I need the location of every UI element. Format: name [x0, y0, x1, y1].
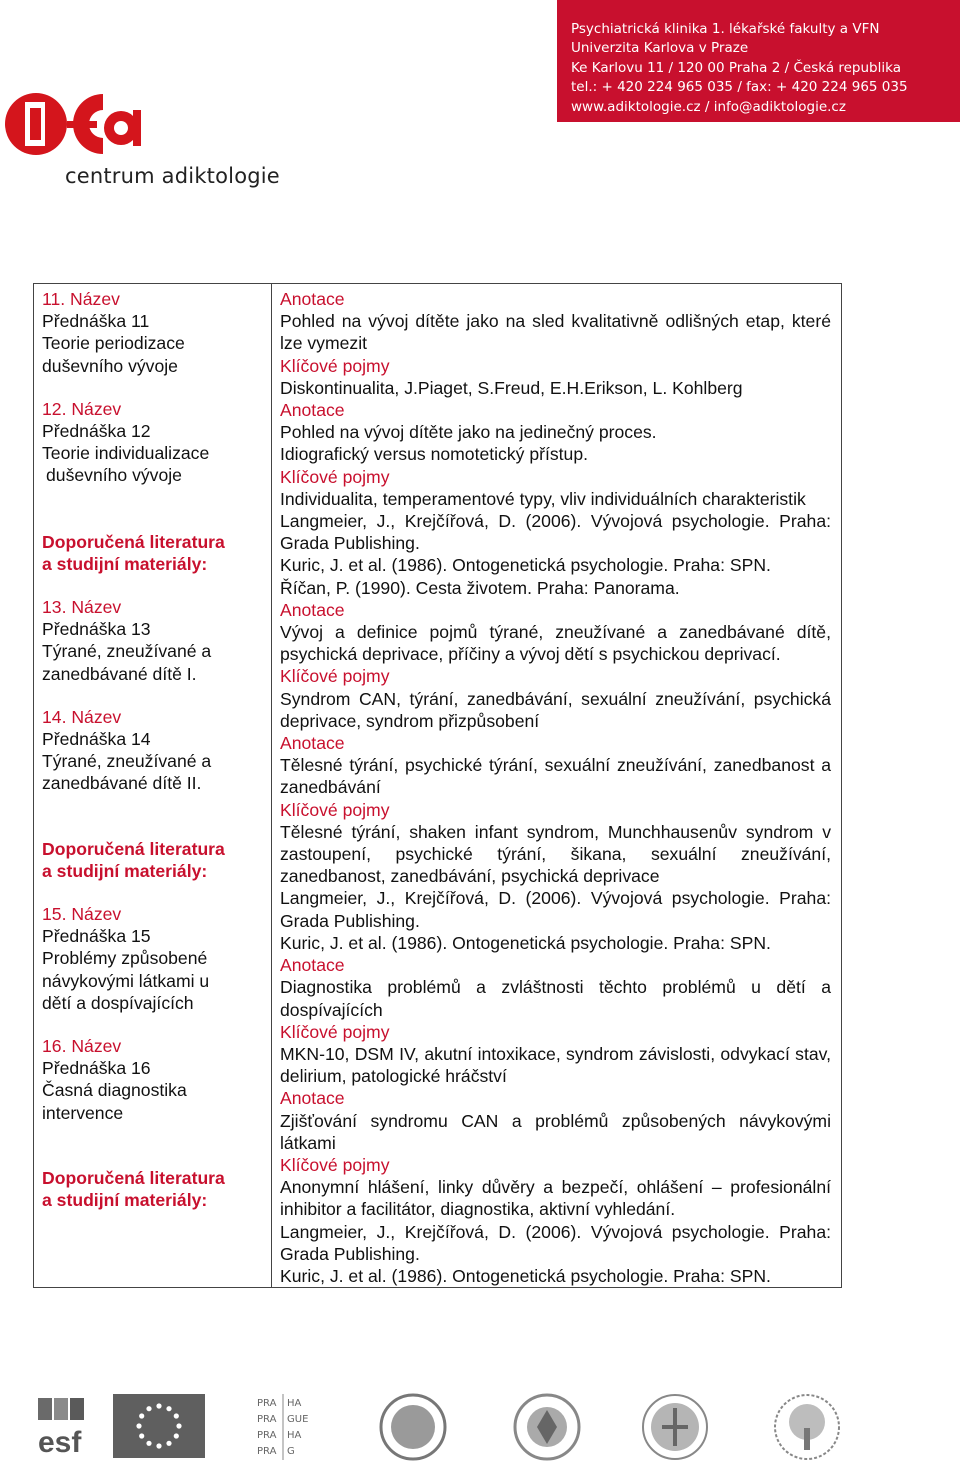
- annotation-label-16: Anotace: [280, 1088, 345, 1109]
- praha-cell-4: GUE: [287, 1414, 309, 1425]
- keywords-11: Diskontinualita, J.Piaget, S.Freud, E.H.Erikson, L. Kohlberg: [280, 377, 743, 398]
- lecture-11-title: Teorie periodizace: [42, 333, 185, 354]
- eu-star: [146, 1406, 151, 1411]
- lecture-12-title-cont: duševního vývoje: [46, 465, 182, 486]
- keywords-14: Tělesné týrání, shaken infant syndrom, Munchhausenův syndrom v zastoupení, psychické týrání, šikana, sexuální zneužívání, zanedbanost, zanedbávání, psychická deprivace: [280, 821, 831, 887]
- centrum-adiktologie-logo: [3, 88, 143, 160]
- lecture-15-title: Problémy způsobené: [42, 948, 208, 969]
- eu-star: [136, 1423, 141, 1428]
- keywords-label-13: Klíčové pojmy: [280, 666, 390, 687]
- praha-cell-8: G: [287, 1446, 295, 1457]
- keywords-12: Individualita, temperamentové typy, vliv individuálních charakteristik: [280, 488, 806, 509]
- praha-logo: [255, 1392, 315, 1462]
- eu-star: [174, 1413, 179, 1418]
- eu-flag-icon: [113, 1394, 205, 1458]
- annotation-12a: Pohled na vývoj dítěte jako na jedinečný proces.: [280, 422, 657, 443]
- esf-text: esf: [38, 1426, 82, 1458]
- annotation-12b: Idiografický versus nomotetický přístup.: [280, 444, 589, 465]
- lecture-15-number: 15. Název: [42, 904, 122, 925]
- eu-star: [176, 1423, 181, 1428]
- literature-1-item-1: Langmeier, J., Krejčířová, D. (2006). Vývojová psychologie. Praha: Grada Publishing.: [280, 511, 831, 554]
- annotation-label-13: Anotace: [280, 599, 345, 620]
- keywords-label-14: Klíčové pojmy: [280, 799, 390, 820]
- eu-star: [146, 1441, 151, 1446]
- literature-3-item-1: Langmeier, J., Krejčířová, D. (2006). Vývojová psychologie. Praha: Grada Publishing.: [280, 1221, 831, 1264]
- praha-cell-2: HA: [287, 1398, 302, 1409]
- lecture-list-column: [34, 284, 272, 1288]
- annotation-15: Diagnostika problémů a zvláštnosti těchto problémů u dětí a dospívajících: [280, 977, 831, 1020]
- logo-text: centrum adiktologie: [65, 164, 280, 188]
- lecture-11-title-cont: duševního vývoje: [42, 355, 178, 376]
- literature-2-item-2: Kuric, J. et al. (1986). Ontogenetická psychologie. Praha: SPN.: [280, 932, 771, 953]
- annotation-label-15: Anotace: [280, 955, 345, 976]
- annotation-13: Vývoj a definice pojmů týrané, zneužívané a zanedbávané dítě, psychická deprivace, příčiny a vývoj dětí s psychickou deprivací.: [280, 622, 831, 665]
- lecture-11-label: Přednáška 11: [42, 311, 150, 332]
- lecture-12-label: Přednáška 12: [42, 421, 151, 442]
- annotation-16: Zjišťování syndromu CAN a problémů způsobených návykovými látkami: [280, 1110, 831, 1153]
- literature-heading-2: Doporučená literatura: [42, 838, 225, 859]
- literature-2-item-1: Langmeier, J., Krejčířová, D. (2006). Vývojová psychologie. Praha: Grada Publishing.: [280, 888, 831, 931]
- literature-heading-1b: a studijní materiály:: [42, 553, 208, 574]
- annotation-label-12: Anotace: [280, 400, 345, 421]
- keywords-16: Anonymní hlášení, linky důvěry a bezpečí, ohlášení – profesionální inhibitor a facilitátor, diagnostika, aktivní vyhledání.: [280, 1177, 831, 1220]
- eu-star: [156, 1443, 161, 1448]
- literature-heading-3: Doporučená literatura: [42, 1167, 225, 1188]
- eu-star: [166, 1406, 171, 1411]
- annotation-11: Pohled na vývoj dítěte jako na sled kvalitativně odlišných etap, které lze vymezit: [280, 311, 831, 354]
- lecture-13-label: Přednáška 13: [42, 619, 151, 640]
- lecture-13-title-cont: zanedbávané dítě I.: [42, 663, 197, 684]
- literature-3-item-2: Kuric, J. et al. (1986). Ontogenetická psychologie. Praha: SPN.: [280, 1265, 771, 1286]
- header-line-university: Univerzita Karlova v Praze: [571, 40, 749, 57]
- annotation-label-11: Anotace: [280, 289, 345, 309]
- keywords-13: Syndrom CAN, týrání, zanedbávání, sexuální zneužívání, psychická deprivace, syndrom přizpůsobení: [280, 688, 831, 731]
- literature-1-item-3: Říčan, P. (1990). Cesta životem. Praha: Panorama.: [280, 577, 680, 598]
- lecture-15-label: Přednáška 15: [42, 926, 151, 947]
- header-line-institution: Psychiatrická klinika 1. lékařské fakulty a VFN: [571, 21, 880, 37]
- annotation-14: Tělesné týrání, psychické týrání, sexuální zneužívání, zanedbanost a zanedbávání: [280, 755, 831, 798]
- faculty-seal-icon: [512, 1392, 582, 1462]
- keywords-label-15: Klíčové pojmy: [280, 1021, 390, 1042]
- annotation-label-14: Anotace: [280, 733, 345, 754]
- hospital-seal-icon: [640, 1392, 710, 1462]
- lecture-14-title-cont: zanedbávané dítě II.: [42, 773, 202, 794]
- keywords-label-11: Klíčové pojmy: [280, 355, 390, 376]
- lecture-16-label: Přednáška 16: [42, 1058, 151, 1079]
- lecture-16-number: 16. Název: [42, 1036, 122, 1057]
- praha-cell-5: PRA: [257, 1430, 277, 1441]
- praha-cell-1: PRA: [257, 1398, 277, 1409]
- lecture-table: [33, 283, 842, 1288]
- lecture-14-title: Týrané, zneužívané a: [42, 751, 212, 772]
- lecture-16-title: Časná diagnostika: [42, 1080, 187, 1101]
- university-seal-icon: [378, 1392, 448, 1462]
- praha-cell-7: PRA: [257, 1446, 277, 1457]
- lecture-11-number: 11. Název: [42, 289, 120, 309]
- lecture-15-title-cont: návykovými látkami u: [42, 970, 210, 991]
- keywords-label-12: Klíčové pojmy: [280, 466, 390, 487]
- eu-star: [156, 1403, 161, 1408]
- lecture-13-title: Týrané, zneužívané a: [42, 641, 212, 662]
- lecture-15-title-cont2: dětí a dospívajících: [42, 992, 194, 1013]
- eu-star: [174, 1433, 179, 1438]
- literature-heading-2b: a studijní materiály:: [42, 860, 208, 881]
- lecture-16-title-cont: intervence: [42, 1102, 124, 1123]
- praha-cell-6: HA: [287, 1430, 302, 1441]
- header-line-phone: tel.: + 420 224 965 035 / fax: + 420 224 965 035: [571, 79, 908, 96]
- eu-star: [139, 1433, 144, 1438]
- lecture-12-number: 12. Název: [42, 398, 122, 419]
- header-line-address: Ke Karlovu 11 / 120 00 Praha 2 / Česká republika: [571, 59, 901, 76]
- praha-cell-3: PRA: [257, 1414, 277, 1425]
- lecture-detail-column: [272, 284, 842, 1288]
- keywords-15: MKN-10, DSM IV, akutní intoxikace, syndrom závislosti, odvykací stav, delirium, patologické hráčství: [280, 1043, 831, 1087]
- eu-star: [166, 1441, 171, 1446]
- lecture-13-number: 13. Název: [42, 597, 122, 618]
- lecture-14-number: 14. Název: [42, 706, 122, 727]
- lecture-14-label: Přednáška 14: [42, 729, 151, 750]
- lecture-12-title: Teorie individualizace: [42, 443, 210, 464]
- contact-header: [557, 0, 960, 122]
- keywords-label-16: Klíčové pojmy: [280, 1154, 390, 1175]
- esf-logo: [36, 1394, 104, 1458]
- header-line-web: www.adiktologie.cz / info@adiktologie.cz: [571, 98, 846, 115]
- literature-heading-1: Doporučená literatura: [42, 531, 225, 552]
- eu-star: [139, 1413, 144, 1418]
- adiktologie-tree-icon: [772, 1392, 842, 1462]
- literature-heading-3b: a studijní materiály:: [42, 1190, 208, 1211]
- literature-1-item-2: Kuric, J. et al. (1986). Ontogenetická psychologie. Praha: SPN.: [280, 555, 771, 576]
